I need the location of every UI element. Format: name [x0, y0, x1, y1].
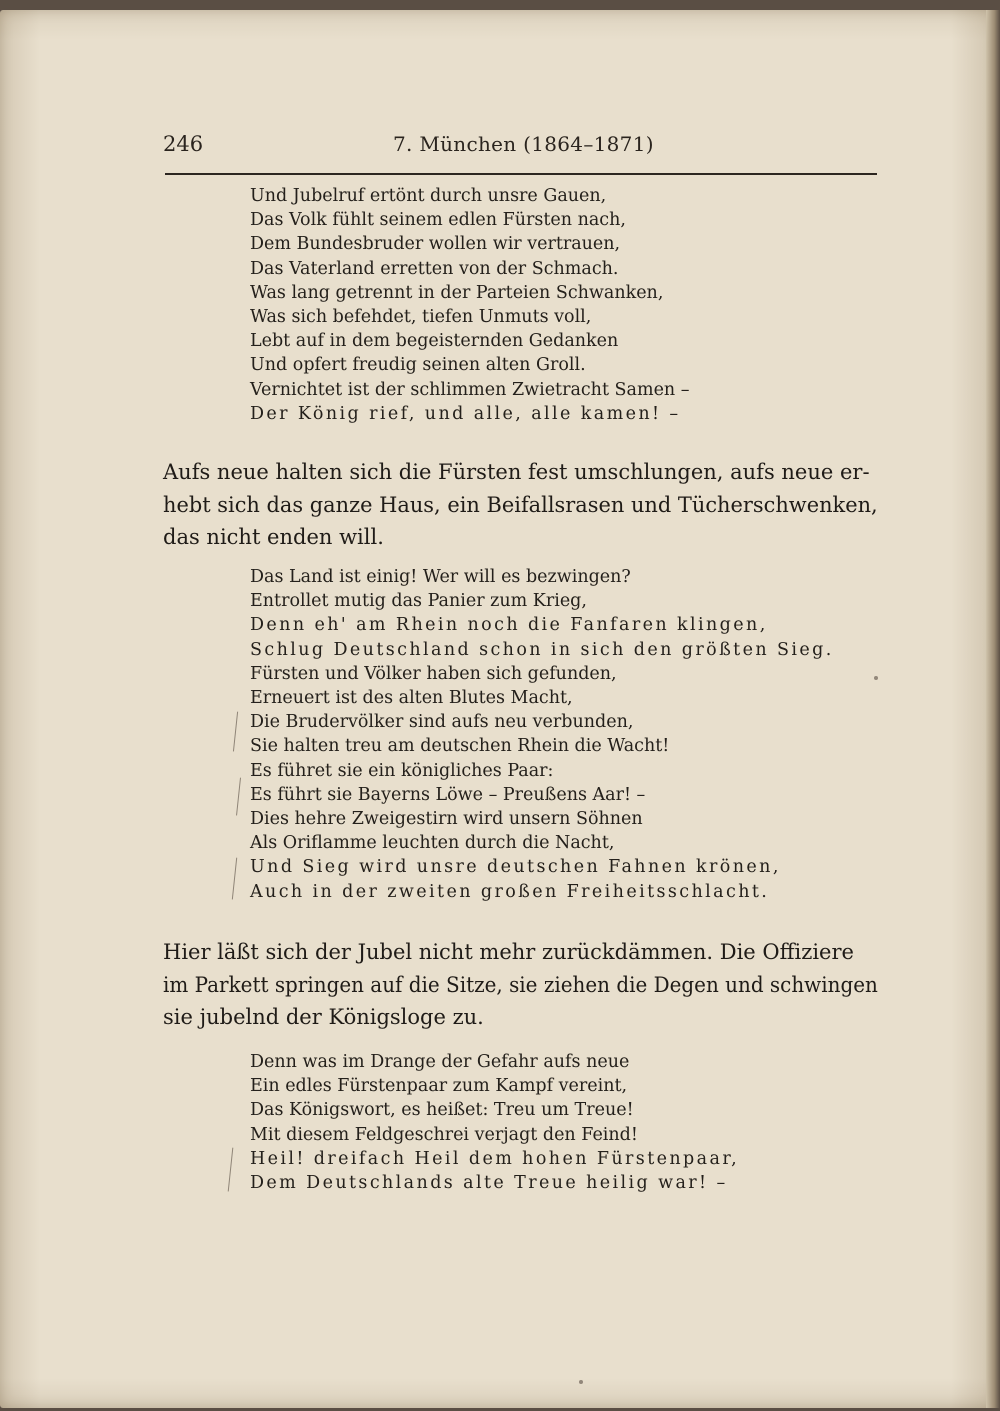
verse-stanza-2 [250, 565, 834, 904]
prose-line: das nicht enden will. [163, 525, 384, 549]
verse-line: Was lang getrennt in der Parteien Schwanken, [250, 282, 664, 303]
page-header [163, 130, 878, 170]
verse-line: Erneuert ist des alten Blutes Macht, [250, 688, 573, 709]
verse-line: Das Land ist einig! Wer will es bezwingen? [250, 567, 631, 587]
verse-line: Und Sieg wird unsre deutschen Fahnen krönen, [250, 857, 781, 878]
verse-line: Die Brudervölker sind aufs neu verbunden, [250, 712, 634, 733]
prose-line: Hier läßt sich der Jubel nicht mehr zurückdämmen. Die Offiziere [163, 940, 854, 964]
header-rule [165, 173, 877, 175]
verse-line: Und Jubelruf ertönt durch unsre Gauen, [250, 186, 607, 206]
verse-line: Heil! dreifach Heil dem hohen Fürstenpaar, [250, 1148, 740, 1169]
prose-line: im Parkett springen auf die Sitze, sie ziehen die Degen und schwingen [163, 972, 878, 997]
verse-line: Fürsten und Völker haben sich gefunden, [250, 663, 617, 684]
page-number: 246 [163, 132, 204, 156]
verse-line: Das Vaterland erretten von der Schmach. [250, 258, 619, 279]
verse-line: Auch in der zweiten großen Freiheitsschlacht. [250, 881, 770, 902]
verse-line: Dem Bundesbruder wollen wir vertrauen, [250, 234, 621, 255]
prose-paragraph-1 [163, 456, 878, 554]
verse-line: Das Königswort, es heißet: Treu um Treue! [250, 1100, 634, 1121]
prose-line: hebt sich das ganze Haus, ein Beifallsrasen und Tücherschwenken, [163, 492, 878, 517]
paper-speck [874, 676, 878, 680]
verse-line: Denn eh' am Rhein noch die Fanfaren klingen, [250, 615, 768, 636]
verse-line: Und opfert freudig seinen alten Groll. [250, 355, 586, 376]
prose-line: sie jubelnd der Königsloge zu. [163, 1005, 484, 1029]
page-edge [986, 10, 1000, 1408]
prose-paragraph-2 [163, 936, 878, 1034]
verse-line: Es führt sie Bayerns Löwe – Preußens Aar! – [250, 784, 646, 805]
verse-line: Sie halten treu am deutschen Rhein die Wacht! [250, 736, 670, 757]
verse-line: Dies hehre Zweigestirn wird unsern Söhnen [250, 809, 643, 830]
verse-line: Lebt auf in dem begeisternden Gedanken [250, 331, 619, 352]
running-title: 7. München (1864–1871) [393, 132, 654, 156]
prose-line: Aufs neue halten sich die Fürsten fest umschlungen, aufs neue er- [163, 460, 870, 484]
verse-line: Das Volk fühlt seinem edlen Fürsten nach, [250, 210, 626, 231]
verse-line: Ein edles Fürstenpaar zum Kampf vereint, [250, 1076, 628, 1097]
verse-line: Entrollet mutig das Panier zum Krieg, [250, 591, 587, 612]
verse-line: Denn was im Drange der Gefahr aufs neue [250, 1052, 630, 1072]
verse-line: Was sich befehdet, tiefen Unmuts voll, [250, 307, 592, 328]
verse-line: Als Oriflamme leuchten durch die Nacht, [250, 833, 615, 854]
verse-stanza-1 [250, 184, 690, 426]
verse-line: Mit diesem Feldgeschrei verjagt den Feind! [250, 1124, 638, 1145]
verse-line: Schlug Deutschland schon in sich den größten Sieg. [250, 639, 834, 660]
verse-line: Der König rief, und alle, alle kamen! – [250, 403, 681, 424]
verse-line: Es führet sie ein königliches Paar: [250, 760, 554, 781]
paper-speck [579, 1380, 583, 1384]
verse-stanza-3 [250, 1050, 739, 1195]
verse-line: Dem Deutschlands alte Treue heilig war! – [250, 1173, 728, 1194]
verse-line: Vernichtet ist der schlimmen Zwietracht Samen – [250, 379, 690, 400]
